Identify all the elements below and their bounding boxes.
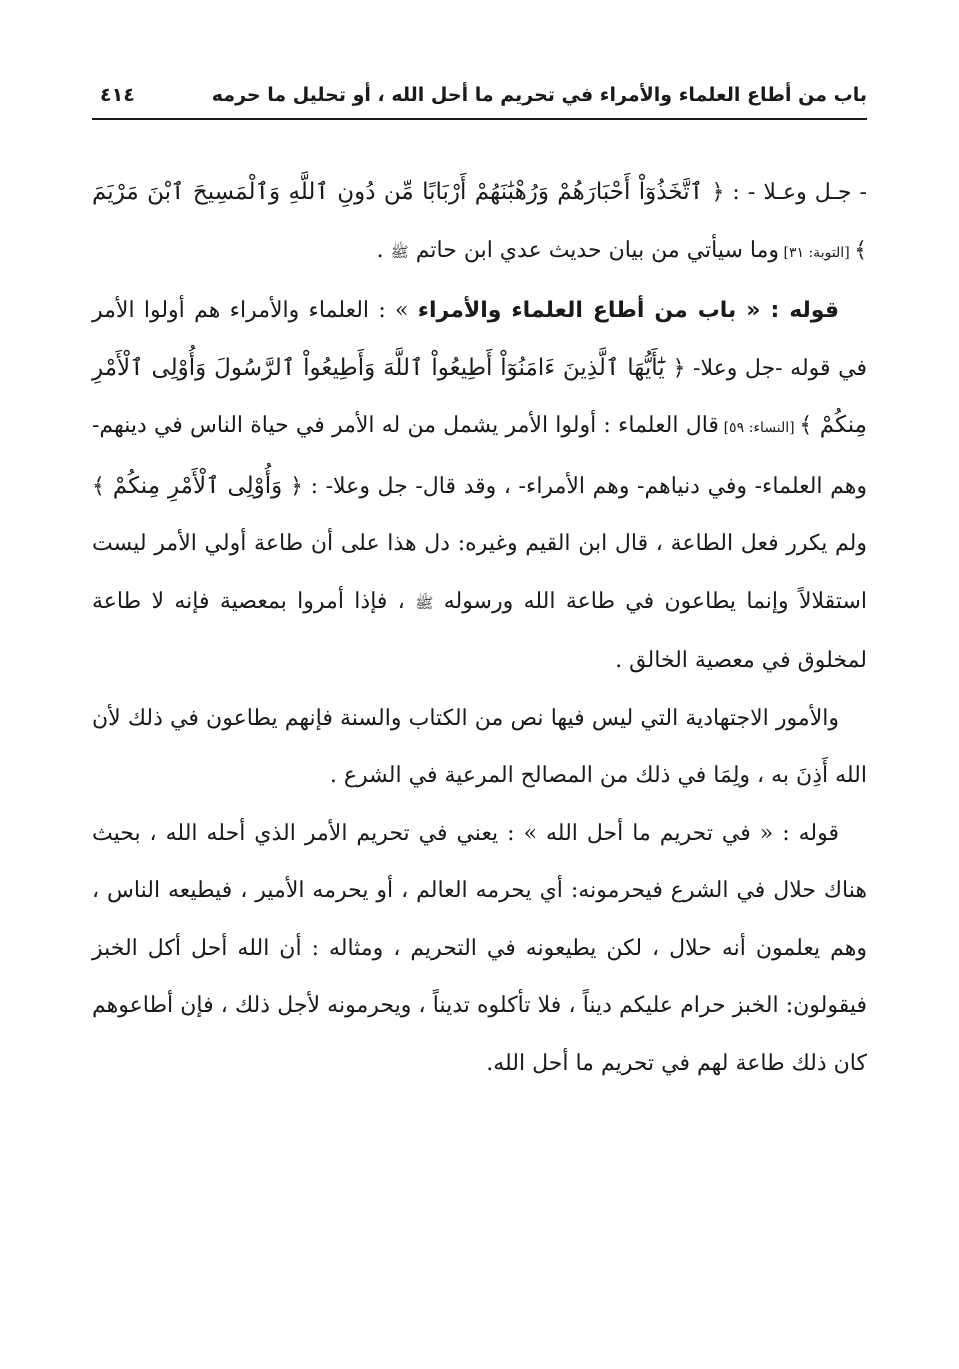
p2-text-4: ، فإذا أمروا بمعصية فإنه لا طاعة لمخلوق في معصية الخالق . [92,588,867,673]
quran-open-bracket: ﴿ [711,180,725,205]
honorific-glyph: ﷺ [390,242,409,261]
p1-text-3: . [376,237,391,263]
page-number: ٤١٤ [100,84,135,106]
p2-chapter-title: باب من أطاع العلماء والأمراء [417,298,737,323]
p2-text-1: العلماء والأمراء هم أولوا الأمر في قوله -جل وعلا- [92,298,867,381]
page [92,78,867,1092]
quran-open-bracket-2: ﴿ [290,473,304,499]
running-header [92,78,867,120]
header-title: باب من أطاع العلماء والأمراء في تحريم ما أحل الله ، أو تحليل ما حرمه [211,84,867,106]
p2-lead-end: » : [369,298,418,323]
quran-close-bracket: ﴾ [799,413,813,438]
paragraph-3: والأمور الاجتهادية التي ليس فيها نص من الكتاب والسنة فإنهم يطاعون في ذلك لأن الله أَذِنَ به ، ولِمَا في ذلك من المصالح المرعية في الشرع . [92,705,867,788]
p2-text-3: ولم يكرر فعل الطاعة ، قال ابن القيم وغيره: دل هذا على أن طاعة أولي الأمر ليست استقلالاً وإنما يطاعون في طاعة الله ورسوله [92,531,867,614]
paragraph-2 [92,282,867,690]
quran-verse-nisa: يَٰٓأَيُّهَا ٱلَّذِينَ ءَامَنُوٓاْ أَطِيعُواْ ٱللَّهَ وَأَطِيعُواْ ٱلرَّسُولَ وَأُوْلِى ٱلْأَمْرِ مِنكُمْ [92,354,867,438]
honorific-glyph: ﷺ [415,593,434,612]
p2-lead: قوله : « [736,298,839,323]
body-text [92,164,867,1092]
p1-text-2: وما سيأتي من بيان حديث عدي ابن حاتم [408,237,780,263]
quran-verse-ulil-amr: وَأُوْلِى ٱلْأَمْرِ مِنكُمْ [104,472,291,499]
p1-text-1: - جـل وعـلا - : [724,180,867,205]
paragraph-1 [92,164,867,282]
p2-text-2: قال العلماء : أولوا الأمر يشمل من له الأمر في حياة الناس في دينهم- وهم العلماء- وفي دنياهم- وهم الأمراء- ، وقد قال- جل وعلا- : [92,413,867,499]
quran-verse-tawbah: ٱتَّخَذُوٓاْ أَحْبَارَهُمْ وَرُهْبَٰنَهُمْ أَرْبَابًا مِّن دُونِ ٱللَّهِ وَٱلْمَسِيحَ ٱبْنَ مَرْيَمَ [92,179,712,205]
quran-close-bracket-2: ﴾ [92,473,105,499]
verse-reference-nisa: [النساء: ٥٩] [718,420,800,436]
paragraph-4: قوله : « في تحريم ما أحل الله » : يعني في تحريم الأمر الذي أحله الله ، بحيث هناك حلال في الشرع فيحرمونه: أي يحرمه العالم ، أو يحرمه الأمير ، فيطيعه الناس ، وهم يعلمون أنه حلال ، لكن يطيعونه في التحريم ، ومثاله : أن الله أحل أكل الخبز فيقولون: الخبز حرام عليكم ديناً ، فلا تأكلوه تديناً ، ويحرمونه لأجل ذلك ، فإن أطاعوهم كان ذلك طاعة لهم في تحريم ما أحل الله. [92,820,867,1076]
quran-close-bracket: ﴾ [854,237,867,263]
quran-open-bracket: ﴿ [672,355,686,381]
verse-reference-tawbah: [التوبة: ٣١] [779,244,855,261]
